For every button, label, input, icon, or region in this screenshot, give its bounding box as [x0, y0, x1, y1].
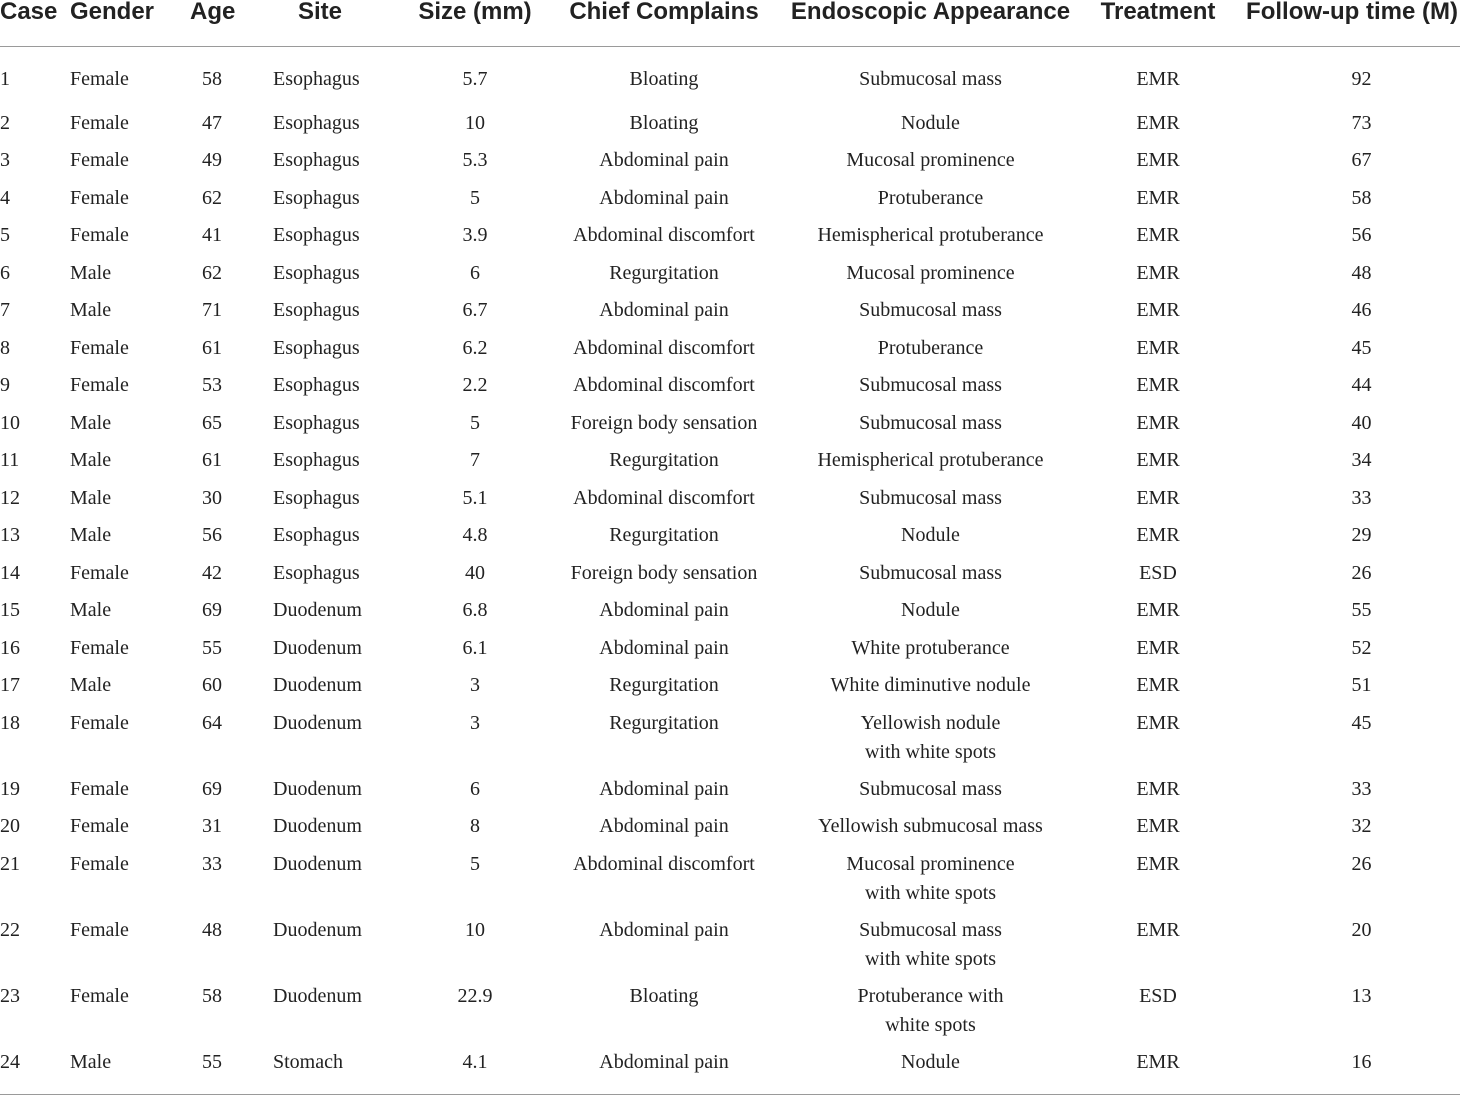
table-row — [0, 812, 1460, 850]
cell-endoscopic-appearance — [778, 982, 1083, 1048]
endoscopic-line-1: Nodule — [901, 599, 960, 621]
cell-size: 5 — [470, 852, 480, 875]
cell-endoscopic-appearance — [778, 184, 1083, 222]
cell-size: 6 — [470, 777, 480, 800]
cell-age: 64 — [202, 711, 222, 734]
cell-size: 22.9 — [457, 984, 493, 1007]
cell-chief-complains: Abdominal pain — [599, 149, 729, 171]
cell-gender: Male — [70, 599, 112, 621]
cell-follow-up-time: 16 — [1233, 1048, 1460, 1095]
cell-case: 12 — [0, 486, 20, 509]
cell-case: 11 — [0, 449, 20, 471]
cell-follow-up-time: 40 — [1351, 411, 1372, 434]
cell-age: 33 — [202, 852, 222, 875]
cell-follow-up-time: 73 — [1351, 111, 1372, 134]
cell-site: Duodenum — [273, 984, 362, 1007]
table-row — [0, 671, 1460, 709]
cell-size: 8 — [470, 815, 480, 837]
cell-gender: Female — [70, 186, 129, 209]
cell-follow-up-time: 13 — [1351, 984, 1372, 1007]
table-row — [0, 775, 1460, 813]
cell-case: 20 — [0, 815, 20, 837]
header-row — [0, 0, 1460, 47]
cell-size: 10 — [465, 111, 485, 134]
cell-case: 6 — [0, 261, 10, 284]
cell-size: 3 — [470, 674, 480, 696]
cell-follow-up-time: 34 — [1351, 449, 1372, 471]
cell-gender: Female — [70, 374, 129, 396]
endoscopic-line-1: Mucosal prominence — [846, 852, 1015, 875]
table-row — [0, 259, 1460, 297]
endoscopic-line-1: Submucosal mass — [859, 374, 1002, 396]
cell-chief-complains: Abdominal pain — [599, 918, 729, 941]
cell-size: 3 — [470, 711, 480, 734]
cell-age: 42 — [202, 561, 222, 584]
table-row — [0, 484, 1460, 522]
cell-endoscopic-appearance — [778, 596, 1083, 634]
cell-age: 55 — [190, 1048, 270, 1095]
cell-case: 2 — [0, 111, 10, 134]
table-row — [0, 296, 1460, 334]
table-row — [0, 916, 1460, 982]
cell-treatment: EMR — [1136, 852, 1180, 875]
cell-endoscopic-appearance — [778, 671, 1083, 709]
cell-case: 18 — [0, 711, 20, 734]
cell-size: 6 — [470, 261, 480, 284]
cell-treatment: EMR — [1136, 336, 1180, 359]
cell-size: 4.1 — [400, 1048, 550, 1095]
cell-follow-up-time: 56 — [1351, 224, 1372, 246]
cell-endoscopic-appearance — [778, 221, 1083, 259]
cell-site: Duodenum — [273, 918, 362, 941]
cell-chief-complains: Abdominal pain — [599, 815, 729, 837]
endoscopic-line-1: Protuberance — [877, 336, 984, 359]
cell-follow-up-time: 48 — [1351, 261, 1372, 284]
cell-follow-up-time: 67 — [1351, 149, 1372, 171]
header-case: Case — [0, 0, 70, 47]
cell-gender: Female — [70, 984, 129, 1007]
cell-size: 2.2 — [462, 374, 488, 396]
endoscopic-line-2: with white spots — [864, 740, 997, 763]
cell-endoscopic-appearance — [778, 371, 1083, 409]
header-age: Age — [190, 0, 270, 47]
cell-treatment: ESD — [1139, 984, 1177, 1007]
table-row — [0, 109, 1460, 147]
cell-case: 22 — [0, 918, 20, 941]
cell-site: Esophagus — [273, 261, 360, 284]
table-row — [0, 371, 1460, 409]
cell-age: 69 — [202, 777, 222, 800]
cell-chief-complains: Abdominal pain — [599, 299, 729, 321]
cell-follow-up-time: 45 — [1351, 711, 1372, 734]
cell-case: 15 — [0, 599, 20, 621]
cell-case: 13 — [0, 524, 20, 546]
cell-site: Esophagus — [273, 524, 360, 546]
cell-size: 5.7 — [462, 68, 488, 90]
cell-chief-complains: Abdominal pain — [599, 777, 729, 800]
cell-gender: Female — [70, 815, 129, 837]
endoscopic-line-1: Submucosal mass — [859, 299, 1002, 321]
cell-endoscopic-appearance — [778, 850, 1083, 916]
cell-gender: Male — [70, 1048, 190, 1095]
cell-endoscopic-appearance — [778, 775, 1083, 813]
cell-endoscopic-appearance — [778, 109, 1083, 147]
cell-endoscopic-appearance — [778, 296, 1083, 334]
cell-age: 65 — [202, 411, 222, 434]
endoscopic-line-1: Mucosal prominence — [846, 261, 1015, 284]
cell-treatment: EMR — [1136, 111, 1180, 134]
header-treatment: Treatment — [1083, 0, 1233, 47]
cell-site: Esophagus — [273, 486, 360, 509]
table-row — [0, 446, 1460, 484]
cell-size: 6.8 — [462, 599, 488, 621]
cell-follow-up-time: 20 — [1351, 918, 1372, 941]
cell-endoscopic-appearance — [778, 521, 1083, 559]
table-header — [0, 0, 1460, 47]
cell-endoscopic-appearance — [778, 916, 1083, 982]
endoscopic-line-1: Submucosal mass — [859, 918, 1002, 941]
cell-size: 5.3 — [462, 149, 488, 171]
cell-age: 62 — [202, 186, 222, 209]
cell-gender: Male — [70, 524, 112, 546]
endoscopic-line-1: White protuberance — [851, 636, 1010, 659]
cell-case: 17 — [0, 674, 20, 696]
cell-age: 47 — [202, 111, 222, 134]
cell-endoscopic-appearance — [778, 709, 1083, 775]
endoscopic-line-1: Submucosal mass — [859, 68, 1002, 90]
cell-age: 62 — [202, 261, 222, 284]
cell-gender: Female — [70, 711, 129, 734]
endoscopic-line-1: Nodule — [901, 111, 960, 134]
cell-follow-up-time: 92 — [1351, 68, 1372, 90]
cell-age: 56 — [202, 524, 222, 546]
table-row — [0, 709, 1460, 775]
table-row — [0, 409, 1460, 447]
header-endoscopic-appearance: Endoscopic Appearance — [778, 0, 1083, 47]
cell-case: 7 — [0, 299, 10, 321]
cell-gender: Male — [70, 449, 112, 471]
cell-site: Duodenum — [273, 815, 362, 837]
cell-age: 61 — [202, 336, 222, 359]
cell-chief-complains: Regurgitation — [609, 449, 719, 471]
cell-site: Duodenum — [273, 777, 362, 800]
endoscopic-line-1: Nodule — [901, 524, 960, 546]
cell-site: Stomach — [270, 1048, 400, 1095]
table-row — [0, 559, 1460, 597]
cell-chief-complains: Abdominal discomfort — [573, 224, 755, 246]
cell-chief-complains: Abdominal discomfort — [573, 852, 755, 875]
cell-age: 60 — [202, 674, 222, 696]
cell-size: 6.7 — [462, 299, 488, 321]
cell-chief-complains: Bloating — [629, 68, 699, 90]
cell-site: Esophagus — [273, 374, 360, 396]
cell-site: Esophagus — [273, 111, 360, 134]
cell-site: Duodenum — [273, 711, 362, 734]
cell-site: Duodenum — [273, 674, 362, 696]
cell-age: 58 — [202, 984, 222, 1007]
cell-age: 41 — [202, 224, 222, 246]
header-site: Site — [270, 0, 400, 47]
cell-chief-complains: Bloating — [629, 111, 699, 134]
endoscopic-line-1: Protuberance with — [857, 984, 1004, 1007]
header-chief-complains: Chief Complains — [550, 0, 778, 47]
cell-case: 9 — [0, 374, 10, 396]
cell-size: 5.1 — [462, 486, 488, 509]
cell-site: Duodenum — [273, 599, 362, 621]
cell-endoscopic-appearance — [778, 334, 1083, 372]
cell-chief-complains: Abdominal pain — [599, 636, 729, 659]
table-row — [0, 982, 1460, 1048]
cell-treatment: EMR — [1136, 449, 1180, 471]
cell-treatment: EMR — [1136, 68, 1180, 90]
cell-treatment: EMR — [1136, 636, 1180, 659]
cell-chief-complains: Abdominal pain — [550, 1048, 778, 1095]
cell-follow-up-time: 45 — [1351, 336, 1372, 359]
cell-case: 24 — [0, 1048, 70, 1095]
cell-case: 5 — [0, 224, 10, 246]
cell-treatment: ESD — [1139, 561, 1177, 584]
cell-site: Esophagus — [273, 449, 360, 471]
cell-age: 49 — [202, 149, 222, 171]
cell-follow-up-time: 32 — [1351, 815, 1372, 837]
cell-chief-complains: Bloating — [629, 984, 699, 1007]
endoscopic-line-1: Submucosal mass — [859, 561, 1002, 584]
cell-chief-complains: Foreign body sensation — [570, 561, 758, 584]
cell-treatment: EMR — [1136, 674, 1180, 696]
cell-chief-complains: Regurgitation — [609, 711, 719, 734]
cell-size: 7 — [470, 449, 480, 471]
cell-gender: Male — [70, 299, 112, 321]
cell-case: 8 — [0, 336, 10, 359]
table-row — [0, 596, 1460, 634]
cell-gender: Female — [70, 918, 129, 941]
cell-case: 23 — [0, 984, 20, 1007]
cell-chief-complains: Regurgitation — [609, 524, 719, 546]
cell-treatment: EMR — [1136, 524, 1180, 546]
cell-case: 21 — [0, 852, 20, 875]
endoscopic-line-1: White diminutive nodule — [830, 674, 1031, 696]
cell-follow-up-time: 26 — [1351, 561, 1372, 584]
table-row — [0, 47, 1460, 109]
cell-case: 1 — [0, 68, 10, 90]
cell-site: Duodenum — [273, 636, 362, 659]
cell-treatment: EMR — [1136, 777, 1180, 800]
cell-case: 3 — [0, 149, 10, 171]
cell-treatment: EMR — [1136, 149, 1180, 171]
cell-size: 5 — [470, 186, 480, 209]
cell-case: 10 — [0, 411, 20, 434]
cell-follow-up-time: 52 — [1351, 636, 1372, 659]
cell-endoscopic-appearance — [778, 146, 1083, 184]
cell-site: Esophagus — [273, 224, 360, 246]
cell-follow-up-time: 55 — [1351, 599, 1372, 621]
cell-follow-up-time: 46 — [1351, 299, 1372, 321]
table-row — [0, 334, 1460, 372]
endoscopic-line-1: Yellowish submucosal mass — [818, 815, 1043, 837]
cell-treatment: EMR — [1136, 224, 1180, 246]
cell-treatment: EMR — [1136, 711, 1180, 734]
cell-chief-complains: Abdominal pain — [599, 599, 729, 621]
cell-treatment: EMR — [1136, 918, 1180, 941]
cell-size: 3.9 — [462, 224, 488, 246]
table-row — [0, 221, 1460, 259]
cell-gender: Female — [70, 561, 129, 584]
endoscopic-line-2: with white spots — [864, 881, 997, 904]
table-body — [0, 47, 1460, 1095]
endoscopic-line-1: Submucosal mass — [859, 411, 1002, 434]
endoscopic-line-2: white spots — [885, 1013, 976, 1036]
cell-follow-up-time: 51 — [1351, 674, 1372, 696]
table-row — [0, 184, 1460, 222]
cell-gender: Female — [70, 336, 129, 359]
table-row — [0, 146, 1460, 184]
cell-age: 71 — [202, 299, 222, 321]
cell-chief-complains: Regurgitation — [609, 261, 719, 284]
cell-case: 14 — [0, 561, 20, 584]
header-size: Size (mm) — [400, 0, 550, 47]
cell-endoscopic-appearance — [778, 446, 1083, 484]
cell-site: Duodenum — [273, 852, 362, 875]
cell-endoscopic-appearance — [778, 812, 1083, 850]
cell-endoscopic-appearance — [778, 409, 1083, 447]
cell-age: 53 — [202, 374, 222, 396]
cell-gender: Male — [70, 674, 112, 696]
endoscopic-line-1: Mucosal prominence — [846, 149, 1015, 171]
cell-treatment: EMR — [1083, 1048, 1233, 1095]
cell-age: 31 — [202, 815, 222, 837]
table-row — [0, 521, 1460, 559]
cell-chief-complains: Abdominal discomfort — [573, 486, 755, 509]
endoscopic-line-1: Hemispherical protuberance — [817, 224, 1044, 246]
cell-size: 40 — [465, 561, 485, 584]
cell-gender: Male — [70, 261, 112, 284]
cell-site: Esophagus — [273, 561, 360, 584]
endoscopic-line-1: Yellowish nodule — [860, 711, 1001, 734]
cell-follow-up-time: 29 — [1351, 524, 1372, 546]
cell-chief-complains: Abdominal discomfort — [573, 336, 755, 359]
endoscopic-line-1: Submucosal mass — [859, 486, 1002, 509]
cell-gender: Female — [70, 777, 129, 800]
cell-case: 19 — [0, 777, 20, 800]
cell-follow-up-time: 44 — [1351, 374, 1372, 396]
table-row — [0, 634, 1460, 672]
cell-size: 5 — [470, 411, 480, 434]
cell-endoscopic-appearance — [778, 484, 1083, 522]
cell-follow-up-time: 33 — [1351, 486, 1372, 509]
cell-endoscopic-appearance — [778, 259, 1083, 297]
cell-size: 6.2 — [462, 336, 488, 359]
cell-endoscopic-appearance — [778, 634, 1083, 672]
endoscopic-line-1: Nodule — [901, 1050, 960, 1073]
cell-site: Esophagus — [273, 336, 360, 359]
cell-treatment: EMR — [1136, 599, 1180, 621]
cell-case: 4 — [0, 186, 10, 209]
cell-site: Esophagus — [273, 299, 360, 321]
endoscopic-line-1: Submucosal mass — [859, 777, 1002, 800]
cell-treatment: EMR — [1136, 186, 1180, 209]
endoscopic-line-1: Hemispherical protuberance — [817, 449, 1044, 471]
cell-age: 61 — [202, 449, 222, 471]
endoscopic-line-1: Protuberance — [877, 186, 984, 209]
cell-gender: Female — [70, 224, 129, 246]
cell-gender: Female — [70, 149, 129, 171]
cell-chief-complains: Abdominal pain — [599, 186, 729, 209]
cell-gender: Female — [70, 111, 129, 134]
cell-gender: Female — [70, 852, 129, 875]
cell-case: 16 — [0, 636, 20, 659]
cell-age: 55 — [202, 636, 222, 659]
cell-treatment: EMR — [1136, 815, 1180, 837]
cell-chief-complains: Abdominal discomfort — [573, 374, 755, 396]
header-gender: Gender — [70, 0, 190, 47]
cell-chief-complains: Foreign body sensation — [570, 411, 758, 434]
cell-chief-complains: Regurgitation — [609, 674, 719, 696]
cell-treatment: EMR — [1136, 486, 1180, 509]
cell-site: Esophagus — [273, 68, 360, 90]
cell-age: 58 — [202, 68, 222, 90]
cell-follow-up-time: 33 — [1351, 777, 1372, 800]
cell-gender: Female — [70, 636, 129, 659]
cell-endoscopic-appearance — [778, 47, 1083, 109]
cell-follow-up-time: 58 — [1351, 186, 1372, 209]
cell-endoscopic-appearance — [778, 559, 1083, 597]
cell-site: Esophagus — [273, 149, 360, 171]
cell-age: 69 — [202, 599, 222, 621]
cell-age: 48 — [202, 918, 222, 941]
cell-treatment: EMR — [1136, 261, 1180, 284]
cell-endoscopic-appearance — [778, 1048, 1083, 1095]
cell-gender: Male — [70, 486, 112, 509]
cell-gender: Male — [70, 411, 112, 434]
cell-follow-up-time: 26 — [1351, 852, 1372, 875]
cell-site: Esophagus — [273, 186, 360, 209]
cell-treatment: EMR — [1136, 299, 1180, 321]
header-follow-up-time: Follow-up time (M) — [1233, 0, 1460, 47]
cell-treatment: EMR — [1136, 411, 1180, 434]
cell-site: Esophagus — [273, 411, 360, 434]
cell-size: 10 — [465, 918, 485, 941]
endoscopic-line-2: with white spots — [864, 947, 997, 970]
cell-age: 30 — [202, 486, 222, 509]
table-row — [0, 1048, 1460, 1095]
cell-gender: Female — [70, 68, 129, 90]
cell-treatment: EMR — [1136, 374, 1180, 396]
cell-size: 4.8 — [462, 524, 488, 546]
cell-size: 6.1 — [462, 636, 488, 659]
table-row — [0, 850, 1460, 916]
